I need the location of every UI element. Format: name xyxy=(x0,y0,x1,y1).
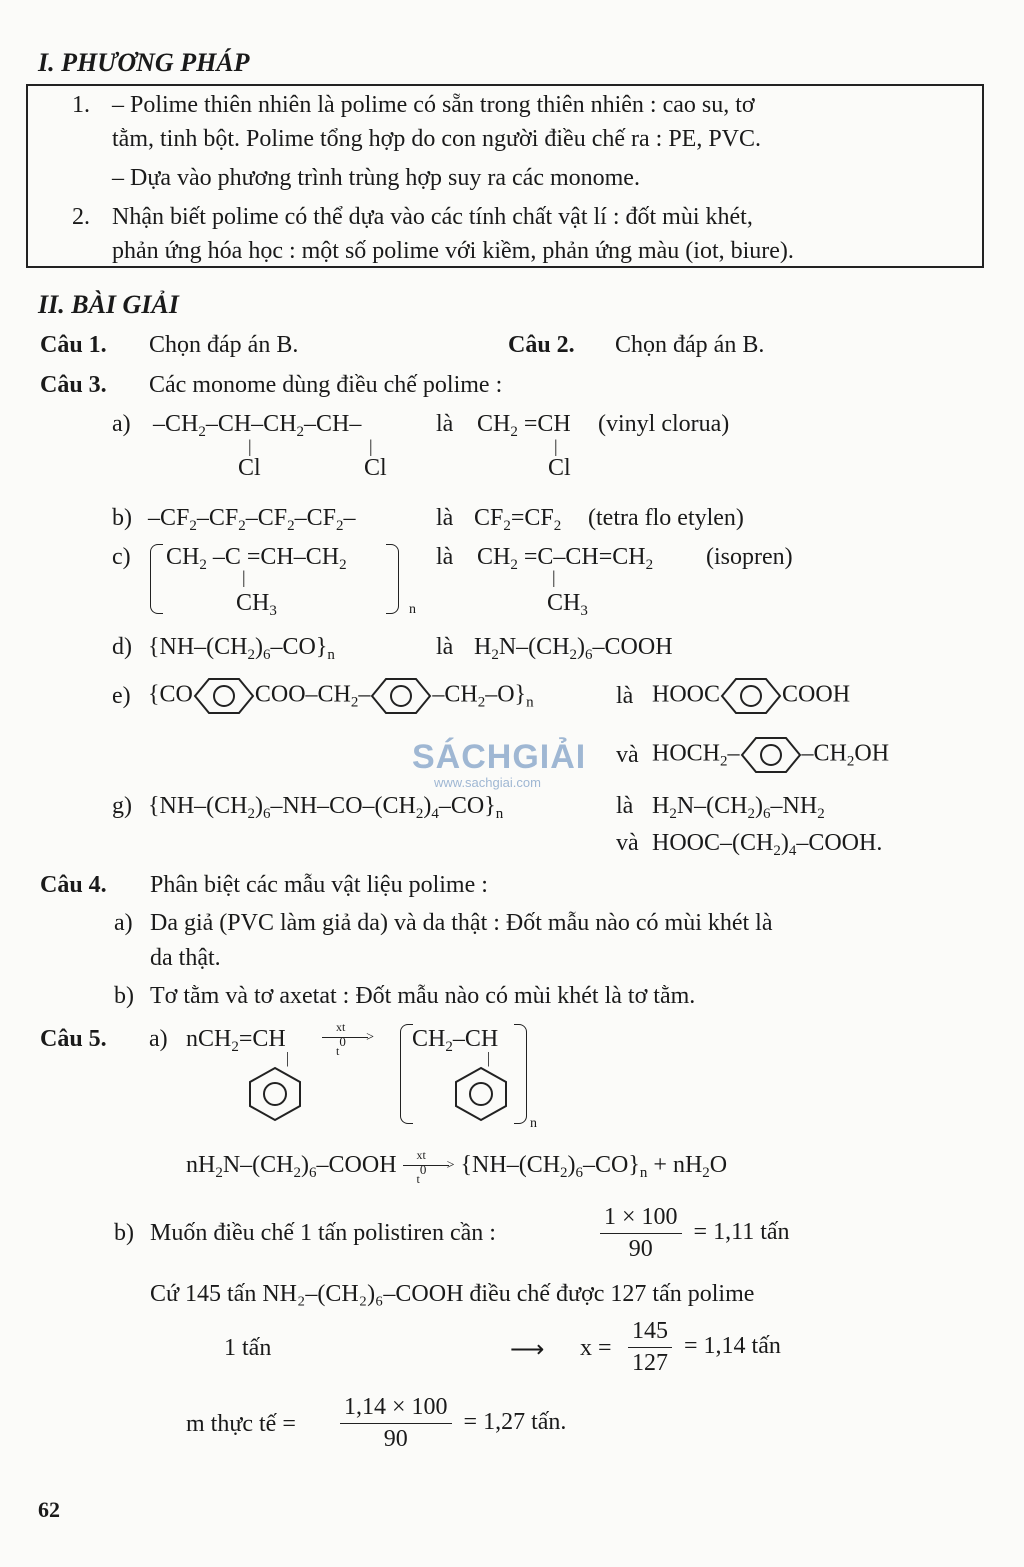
benzene-ring-icon xyxy=(246,1066,304,1122)
question-label: Câu 1. xyxy=(40,332,107,358)
monomer-name: (tetra flo etylen) xyxy=(588,505,744,531)
formula-isoprene: $CH_2 =C-CH=CH_2$ xyxy=(477,544,654,573)
answer-text: Tơ tằm và tơ axetat : Đốt mẫu nào có mùi khét là tơ tằm. xyxy=(150,983,696,1009)
benzene-ring-icon xyxy=(193,676,255,716)
bond-line: | xyxy=(487,1050,491,1067)
fraction-result: = 1,11 tấn xyxy=(693,1219,790,1246)
la-text: là xyxy=(616,793,634,819)
method-line: – Dựa vào phương trình trùng hợp suy ra các monome. xyxy=(112,165,640,191)
bracket-right xyxy=(386,544,399,614)
bond-line: | xyxy=(552,567,556,587)
watermark-text: SÁCHGIẢI xyxy=(412,738,587,776)
fraction-result: = 1,27 tấn. xyxy=(463,1409,567,1436)
bond-line: | xyxy=(286,1050,290,1067)
formula-nylon66-chain: $\{NH-(CH_2)_6-NH-CO-(CH_2)_4-CO\}_n$ xyxy=(148,793,504,822)
item-label: g) xyxy=(112,793,132,819)
one-ton-label: 1 tấn xyxy=(224,1335,272,1361)
fraction-numerator: 145 xyxy=(628,1318,672,1348)
answer-text: Da giả (PVC làm giả da) và da thật : Đốt mẫu nào có mùi khét là xyxy=(150,910,773,936)
page-number: 62 xyxy=(38,1497,60,1522)
answer-text: da thật. xyxy=(150,945,221,971)
bond-line: | xyxy=(369,436,373,456)
m-label: m thực tế = xyxy=(186,1411,296,1437)
la-text: là xyxy=(436,634,454,660)
subscript-n: n xyxy=(409,602,416,617)
formula-adipic-acid: HOOC–$(CH_2)_4$–COOH. xyxy=(652,830,883,859)
fraction-2 xyxy=(622,1318,781,1377)
la-text: là xyxy=(616,683,634,709)
fraction-1 xyxy=(594,1204,790,1263)
x-equation: x = xyxy=(580,1335,612,1361)
va-text: và xyxy=(616,830,639,856)
formula-pvc-chain: $-CH_2-CH-CH_2-CH-$ xyxy=(153,411,362,440)
formula-nylon6-reaction: $nH_2N-(CH_2)_6$–COOH xt > $t^0$ $\{NH-(CH_2)_6-CO\}_n + nH_2O$ xyxy=(186,1148,728,1187)
substituent-ch3: $CH_3$ xyxy=(236,590,277,619)
monomer-name: (isopren) xyxy=(706,544,793,570)
substituent-cl: Cl xyxy=(238,455,261,481)
bracket-left xyxy=(150,544,163,614)
fraction-numerator: 1,14 × 100 xyxy=(340,1394,452,1424)
formula-terephthalic-acid: HOOC COOH xyxy=(652,676,850,716)
benzene-ring-icon xyxy=(452,1066,510,1122)
item-label: b) xyxy=(114,1220,134,1246)
formula-diol: $HOCH_2-$ $-CH_2OH$ xyxy=(652,735,889,775)
bond-line: | xyxy=(554,436,558,456)
item-label: a) xyxy=(114,910,133,936)
answer-text: Muốn điều chế 1 tấn polistiren cần : xyxy=(150,1220,496,1246)
fraction-denominator: 90 xyxy=(383,1426,408,1452)
item-label: a) xyxy=(112,411,131,437)
item-label: a) xyxy=(149,1026,168,1052)
answer-text: Chọn đáp án B. xyxy=(615,332,765,358)
fraction-denominator: 90 xyxy=(628,1236,653,1262)
la-text: là xyxy=(436,411,454,437)
method-line: Nhận biết polime có thể dựa vào các tính chất vật lí : đốt mùi khét, xyxy=(112,204,753,230)
substituent-cl: Cl xyxy=(364,455,387,481)
section-heading-phuong-phap: I. PHƯƠNG PHÁP xyxy=(38,48,250,77)
answer-text: Phân biệt các mẫu vật liệu polime : xyxy=(150,872,488,898)
answer-text: Các monome dùng điều chế polime : xyxy=(149,372,503,398)
question-label: Câu 2. xyxy=(508,332,575,358)
watermark-url: www.sachgiai.com xyxy=(434,775,541,790)
formula-ptfe-chain: $-CF_2-CF_2-CF_2-CF_2-$ xyxy=(148,505,356,534)
fraction-3 xyxy=(334,1394,566,1453)
question-label: Câu 5. xyxy=(40,1026,107,1052)
benzene-ring-icon xyxy=(740,735,802,775)
la-text: là xyxy=(436,544,454,570)
proportion-arrow-icon: ⟶ xyxy=(510,1337,545,1363)
method-line: tằm, tinh bột. Polime tổng hợp do con người điều chế ra : PE, PVC. xyxy=(112,126,762,152)
formula-polystyrene: $CH_2-CH$ xyxy=(412,1026,499,1055)
formula-nylon6-chain: $\{NH-(CH_2)_6-CO\}_n$ xyxy=(148,634,335,663)
question-label: Câu 4. xyxy=(40,872,107,898)
bracket-right xyxy=(514,1024,527,1124)
reaction-arrow: xt > $t^0$ xyxy=(322,1024,374,1051)
item-label: b) xyxy=(112,505,132,531)
benzene-ring-icon xyxy=(370,676,432,716)
formula-aminoacid: $H_2N-(CH_2)_6$–COOH xyxy=(474,634,673,663)
la-text: là xyxy=(436,505,454,531)
formula-styrene: nCH$_2$=CH xyxy=(186,1026,286,1055)
fraction-numerator: 1 × 100 xyxy=(600,1204,682,1234)
answer-text: Chọn đáp án B. xyxy=(149,332,299,358)
formula-tfe: $CF_2=CF_2$ xyxy=(474,505,562,534)
section-heading-bai-giai: II. BÀI GIẢI xyxy=(38,290,179,319)
method-line: – Polime thiên nhiên là polime có sẵn trong thiên nhiên : cao su, tơ xyxy=(112,92,755,118)
benzene-ring-icon xyxy=(720,676,782,716)
item-label: b) xyxy=(114,983,134,1009)
item-label: c) xyxy=(112,544,131,570)
bond-line: | xyxy=(242,567,246,587)
watermark-logo xyxy=(412,738,586,790)
method-item-number: 1. xyxy=(72,92,90,118)
answer-text: Cứ 145 tấn NH₂–(CH₂)₆–COOH điều chế được 127 tấn polime xyxy=(150,1281,755,1307)
va-text: và xyxy=(616,742,639,768)
question-label: Câu 3. xyxy=(40,372,107,398)
substituent-cl: Cl xyxy=(548,455,571,481)
fraction-denominator: 127 xyxy=(632,1350,668,1376)
formula-diamine: $H_2N-(CH_2)_6-NH_2$ xyxy=(652,793,825,822)
formula-vinyl-chloride: $CH_2 =CH$ xyxy=(477,411,571,440)
item-label: d) xyxy=(112,634,132,660)
method-item-number: 2. xyxy=(72,204,90,230)
monomer-name: (vinyl clorua) xyxy=(598,411,730,437)
bond-line: | xyxy=(248,436,252,456)
formula-polyester-chain: {CO COO–$CH_2-$ $-CH_2-O\}_n$ xyxy=(148,676,534,716)
item-label: e) xyxy=(112,683,131,709)
formula-polyisoprene: $CH_2$ $-C =CH-CH_2$ xyxy=(166,544,347,573)
substituent-ch3: $CH_3$ xyxy=(547,590,588,619)
subscript-n: n xyxy=(530,1116,537,1131)
fraction-result: = 1,14 tấn xyxy=(684,1333,781,1360)
method-line: phản ứng hóa học : một số polime với kiềm, phản ứng màu (iot, biure). xyxy=(112,238,794,264)
